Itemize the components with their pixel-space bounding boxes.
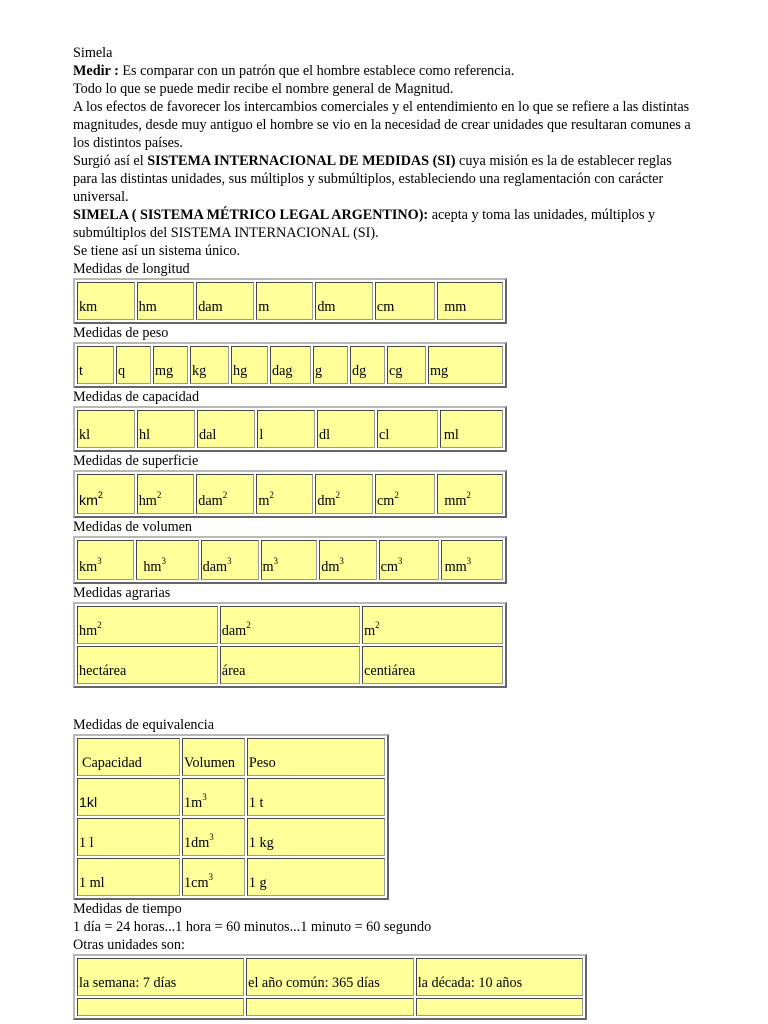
unit: dam — [221, 623, 247, 639]
cell-equiv-peso: 1 g — [247, 858, 385, 896]
cell-volumen — [441, 540, 503, 580]
heading-agrarias: Medidas agrarias — [73, 585, 171, 601]
cell-agrarias-unit — [220, 606, 360, 644]
cell-peso: mg — [428, 346, 503, 384]
exponent: 2 — [466, 490, 471, 500]
heading-superficie: Medidas de superficie — [73, 453, 199, 469]
cell-capacidad: dl — [317, 410, 375, 448]
cell-volumen — [77, 540, 134, 580]
cell-equiv-vol — [182, 818, 245, 856]
cell-agrarias-unit — [77, 606, 218, 644]
unit: dm — [317, 493, 336, 509]
heading-longitud: Medidas de longitud — [73, 261, 190, 277]
heading-tiempo: Medidas de tiempo — [73, 901, 182, 917]
cell-agrarias-name: centiárea — [362, 646, 503, 684]
paragraph-si — [73, 152, 693, 206]
exponent: 2 — [222, 490, 228, 500]
cell-tiempo-empty — [77, 998, 244, 1016]
unit: 1cm — [184, 875, 209, 891]
unit: km — [79, 493, 98, 509]
cell-tiempo: la década: 10 años — [416, 958, 583, 996]
cell-longitud: hm — [137, 282, 195, 320]
unit: km — [79, 559, 98, 575]
exponent: 3 — [209, 832, 214, 842]
unit: m — [262, 559, 274, 575]
exponent: 3 — [339, 556, 344, 566]
unit: dam — [198, 493, 223, 509]
spacer — [73, 688, 693, 716]
unit: hm — [79, 623, 98, 639]
cell-superficie — [77, 474, 135, 514]
si-pre: Surgió así el — [73, 153, 148, 169]
cell-capacidad: hl — [137, 410, 195, 448]
header-peso: Peso — [247, 738, 385, 776]
exponent: 2 — [156, 490, 162, 500]
table-superficie — [73, 470, 507, 518]
cell-superficie — [137, 474, 195, 514]
cell-equiv-peso: 1 kg — [247, 818, 385, 856]
unit: m — [258, 493, 270, 509]
unit: dam — [202, 559, 228, 575]
exponent: 2 — [335, 490, 341, 500]
cell-capacidad: dal — [197, 410, 255, 448]
si-post: cuya misión es la de establecer reglas para las distintas unidades, sus múltiplos y submúltiplos, estableciendo una reglamentación con carácter universal. — [73, 153, 672, 205]
exponent: 3 — [273, 556, 279, 566]
cell-tiempo-empty — [246, 998, 414, 1016]
simela-post: acepta y toma las unidades, múltiplos y submúltiplos del SISTEMA INTERNACIONAL (SI). — [73, 207, 656, 241]
simela-bold: SIMELA ( SISTEMA MÉTRICO LEGAL ARGENTINO): — [73, 207, 429, 223]
cell-superficie — [256, 474, 313, 514]
cell-peso: dag — [270, 346, 311, 384]
exponent: 2 — [97, 490, 103, 500]
unit: 1dm — [184, 835, 210, 851]
doc-title: Simela — [73, 45, 113, 61]
cell-tiempo: la semana: 7 días — [77, 958, 244, 996]
cell-peso: hg — [231, 346, 268, 384]
cell-equiv-cap: 1 l — [77, 818, 180, 856]
cell-capacidad: ml — [440, 410, 503, 448]
cell-volumen — [201, 540, 259, 580]
unit: cm — [380, 559, 398, 575]
cell-superficie — [315, 474, 373, 514]
cell-superficie — [375, 474, 435, 514]
cell-peso: cg — [387, 346, 426, 384]
cell-peso: t — [77, 346, 114, 384]
table-tiempo — [73, 954, 587, 1020]
unit: dm — [321, 559, 340, 575]
cell-tiempo-empty — [416, 998, 583, 1016]
cell-volumen — [261, 540, 318, 580]
sistema-unico-line: Se tiene así un sistema único. — [73, 243, 241, 259]
table-volumen — [73, 536, 507, 584]
heading-equivalencia: Medidas de equivalencia — [73, 717, 215, 733]
exponent: 3 — [466, 556, 472, 566]
cell-agrarias-name: hectárea — [77, 646, 218, 684]
cell-capacidad: l — [257, 410, 315, 448]
cell-equiv-cap: 1kl — [77, 778, 180, 816]
exponent: 3 — [397, 556, 403, 566]
table-peso — [73, 342, 507, 388]
magnitud-line: Todo lo que se puede medir recibe el nombre general de Magnitud. — [73, 81, 454, 97]
cell-capacidad: cl — [377, 410, 438, 448]
unit: m — [364, 623, 376, 639]
cell-peso: mg — [153, 346, 188, 384]
exponent: 2 — [394, 490, 399, 500]
cell-longitud: dam — [196, 282, 254, 320]
exponent: 3 — [208, 872, 213, 882]
exponent: 3 — [161, 556, 166, 566]
exponent: 2 — [269, 490, 274, 500]
unit: mm — [444, 493, 467, 509]
unit: hm — [143, 559, 162, 575]
cell-longitud: dm — [315, 282, 373, 320]
table-capacidad — [73, 406, 507, 452]
si-bold: SISTEMA INTERNACIONAL DE MEDIDAS (SI) — [147, 153, 456, 169]
table-agrarias — [73, 602, 507, 688]
heading-capacidad: Medidas de capacidad — [73, 389, 200, 405]
cell-peso: q — [116, 346, 151, 384]
exponent: 2 — [97, 620, 102, 630]
heading-peso: Medidas de peso — [73, 325, 169, 341]
cell-longitud: mm — [437, 282, 503, 320]
unit: hm — [138, 493, 157, 509]
heading-volumen: Medidas de volumen — [73, 519, 192, 535]
paragraph-intercambios: A los efectos de favorecer los intercambios comerciales y el entendimiento en lo que se refiere a las distintas magnitudes, desde muy antiguo el hombre se vio en la necesidad de crear unidades que resultaran comunes a los distintos países. — [73, 99, 691, 151]
paragraph-simela — [73, 206, 693, 242]
table-equivalencia — [73, 734, 389, 900]
cell-capacidad: kl — [77, 410, 135, 448]
cell-longitud: km — [77, 282, 135, 320]
medir-label: Medir : — [73, 63, 119, 79]
cell-volumen — [319, 540, 376, 580]
cell-peso: dg — [350, 346, 385, 384]
cell-equiv-vol — [182, 858, 245, 896]
unit: 1m — [184, 795, 203, 811]
document-body — [73, 44, 693, 1020]
cell-agrarias-unit — [362, 606, 503, 644]
exponent: 3 — [202, 792, 207, 802]
unit: mm — [444, 559, 467, 575]
medir-text: Es comparar con un patrón que el hombre establece como referencia. — [118, 63, 515, 79]
cell-equiv-peso: 1 t — [247, 778, 385, 816]
cell-equiv-cap: 1 ml — [77, 858, 180, 896]
cell-tiempo: el año común: 365 días — [246, 958, 414, 996]
cell-agrarias-name: área — [220, 646, 360, 684]
exponent: 3 — [227, 556, 232, 566]
medir-definition — [73, 62, 693, 80]
unit: cm — [377, 493, 395, 509]
cell-superficie — [196, 474, 254, 514]
exponent: 2 — [375, 620, 380, 630]
header-volumen: Volumen — [182, 738, 245, 776]
cell-equiv-vol — [182, 778, 245, 816]
otras-unidades: Otras unidades son: — [73, 937, 185, 953]
cell-volumen — [136, 540, 198, 580]
exponent: 2 — [246, 620, 251, 630]
cell-peso: g — [313, 346, 348, 384]
table-longitud — [73, 278, 507, 324]
header-capacidad: Capacidad — [77, 738, 180, 776]
cell-longitud: m — [256, 282, 313, 320]
cell-longitud: cm — [375, 282, 435, 320]
tiempo-line: 1 día = 24 horas...1 hora = 60 minutos...1 minuto = 60 segundo — [73, 919, 432, 935]
cell-peso: kg — [190, 346, 229, 384]
cell-superficie — [437, 474, 503, 514]
cell-volumen — [379, 540, 439, 580]
exponent: 3 — [97, 556, 102, 566]
